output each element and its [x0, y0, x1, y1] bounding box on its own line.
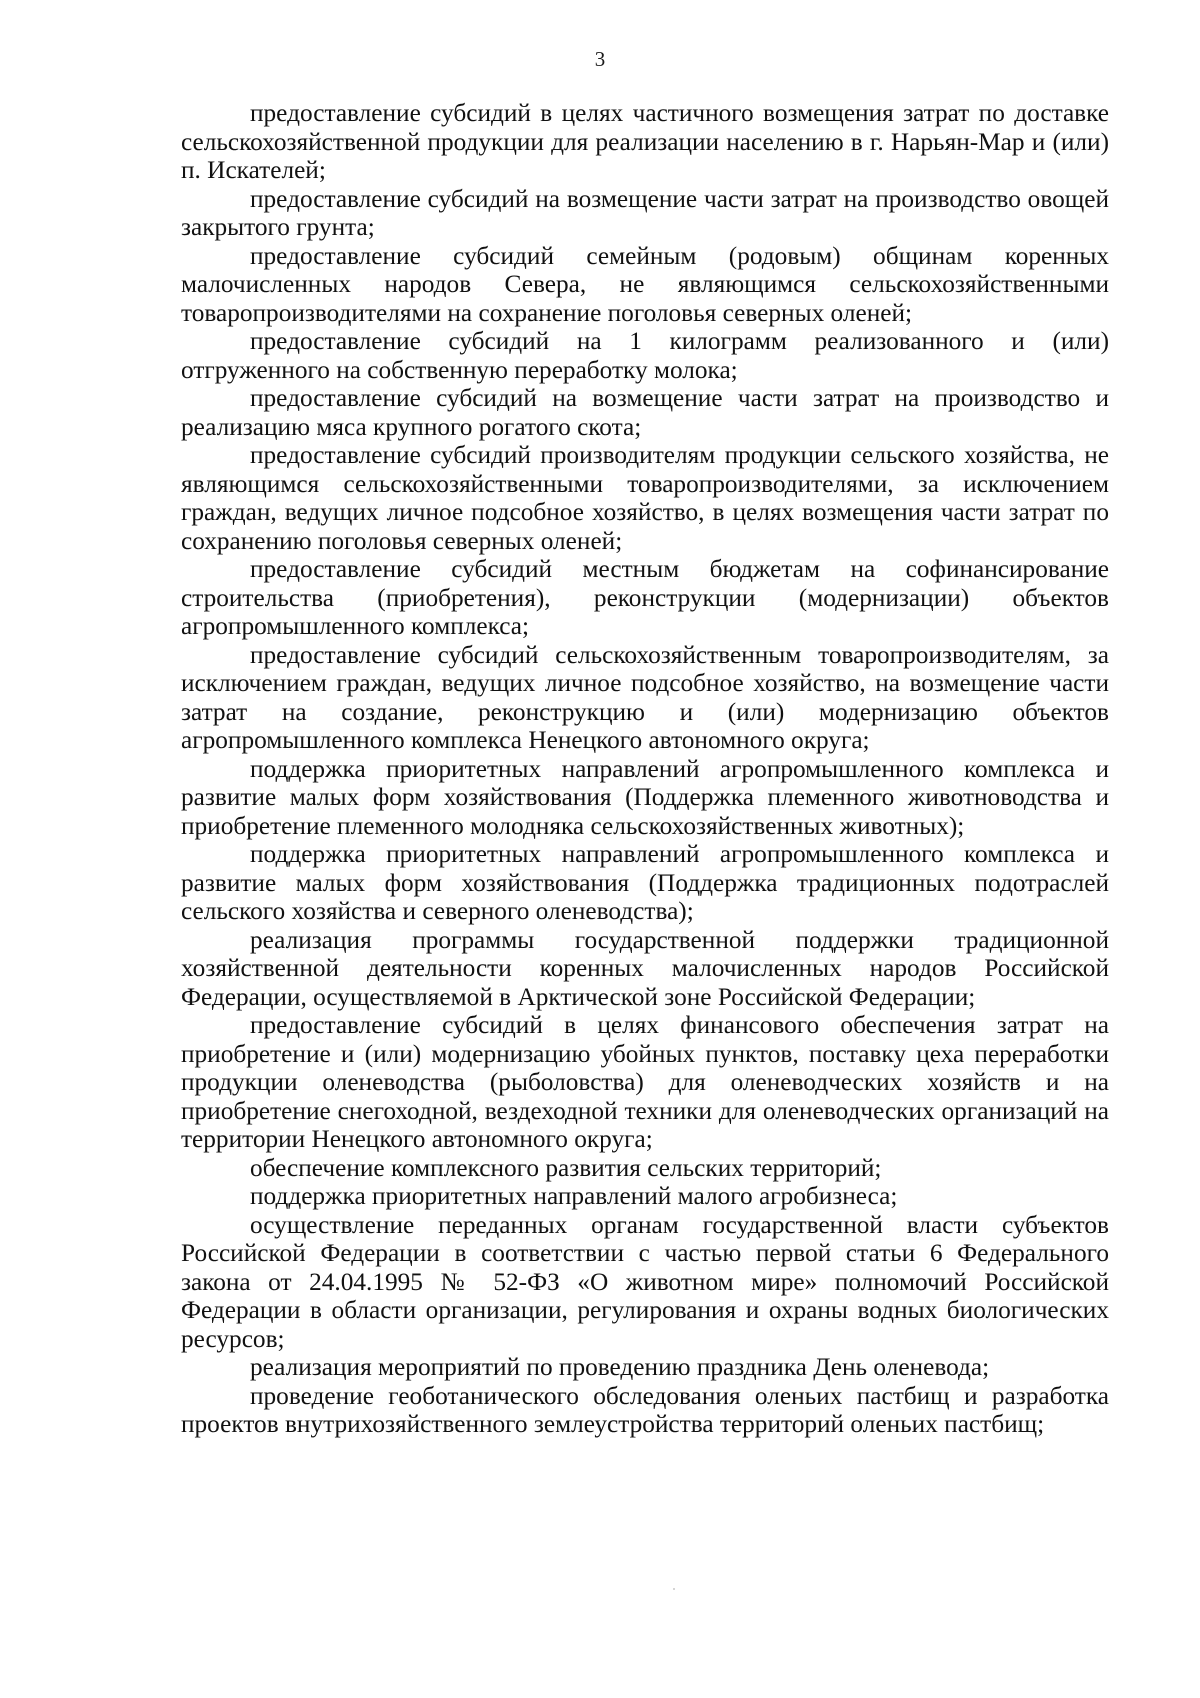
paragraph: предоставление субсидий на 1 килограмм реализованного и (или) отгруженного на собственную переработку молока; — [181, 327, 1109, 384]
paragraph: поддержка приоритетных направлений агропромышленного комплекса и развитие малых форм хозяйствования (Поддержка традиционных подотраслей сельского хозяйства и северного оленеводства); — [181, 840, 1109, 925]
paragraph: предоставление субсидий семейным (родовым) общинам коренных малочисленных народов Севера, не являющимся сельскохозяйственными товаропроизводителями на сохранение поголовья северных оленей; — [181, 241, 1109, 327]
paragraph: обеспечение комплексного развития сельских территорий; — [250, 1153, 882, 1182]
paragraph: предоставление субсидий в целях частичного возмещения затрат по доставке сельскохозяйственной продукции для реализации населению в г. Нарьян-Мар и (или) п. Искателей; — [181, 99, 1109, 184]
paragraph: проведение геоботанического обследования оленьих пастбищ и разработка проектов внутрихозяйственного землеустройства территорий оленьих пастбищ; — [181, 1381, 1109, 1438]
paragraph: реализация мероприятий по проведению праздника День оленевода; — [250, 1353, 990, 1381]
paragraph: предоставление субсидий в целях финансового обеспечения затрат на приобретение и (или) модернизацию убойных пунктов, поставку цеха переработки продукции оленеводства (рыболовства) для оленеводческих хозяйств и на приобретение снегоходной, вездеходной техники для оленеводческих организаций на территории Ненецкого автономного округа; — [181, 1011, 1109, 1153]
page-number: 3 — [594, 47, 606, 71]
paragraph: поддержка приоритетных направлений агропромышленного комплекса и развитие малых форм хозяйствования (Поддержка племенного животноводства и приобретение племенного молодняка сельскохозяйственных животных); — [181, 754, 1109, 840]
paragraph: предоставление субсидий на возмещение части затрат на производство овощей закрытого грунта; — [181, 184, 1109, 241]
paragraph: предоставление субсидий местным бюджетам на софинансирование строительства (приобретения), реконструкции (модернизации) объектов агропромышленного комплекса; — [181, 555, 1109, 640]
document-body — [181, 99, 1109, 1439]
paragraph: осуществление переданных органам государственной власти субъектов Российской Федерации в соответствии с частью первой статьи 6 Федерального закона от 24.04.1995 № 52-ФЗ «О животном мире» полномочий Российской Федерации в области организации, регулирования и охраны водных биологических ресурсов; — [181, 1210, 1109, 1353]
paragraph: предоставление субсидий на возмещение части затрат на производство и реализацию мяса крупного рогатого скота; — [181, 384, 1109, 441]
paragraph: предоставление субсидий производителям продукции сельского хозяйства, не являющимся сельскохозяйственными товаропроизводителями, за исключением граждан, ведущих личное подсобное хозяйство, в целях возмещения части затрат по сохранению поголовья северных оленей; — [181, 441, 1109, 555]
scan-speck — [673, 1588, 675, 1590]
paragraph: предоставление субсидий сельскохозяйственным товаропроизводителям, за исключением граждан, ведущих личное подсобное хозяйство, на возмещение части затрат на создание, реконструкцию и (или) модернизацию объектов агропромышленного комплекса Ненецкого автономного округа; — [181, 640, 1109, 754]
paragraph: поддержка приоритетных направлений малого агробизнеса; — [250, 1182, 898, 1210]
paragraph: реализация программы государственной поддержки традиционной хозяйственной деятельности коренных малочисленных народов Российской Федерации, осуществляемой в Арктической зоне Российской Федерации; — [181, 925, 1109, 1011]
